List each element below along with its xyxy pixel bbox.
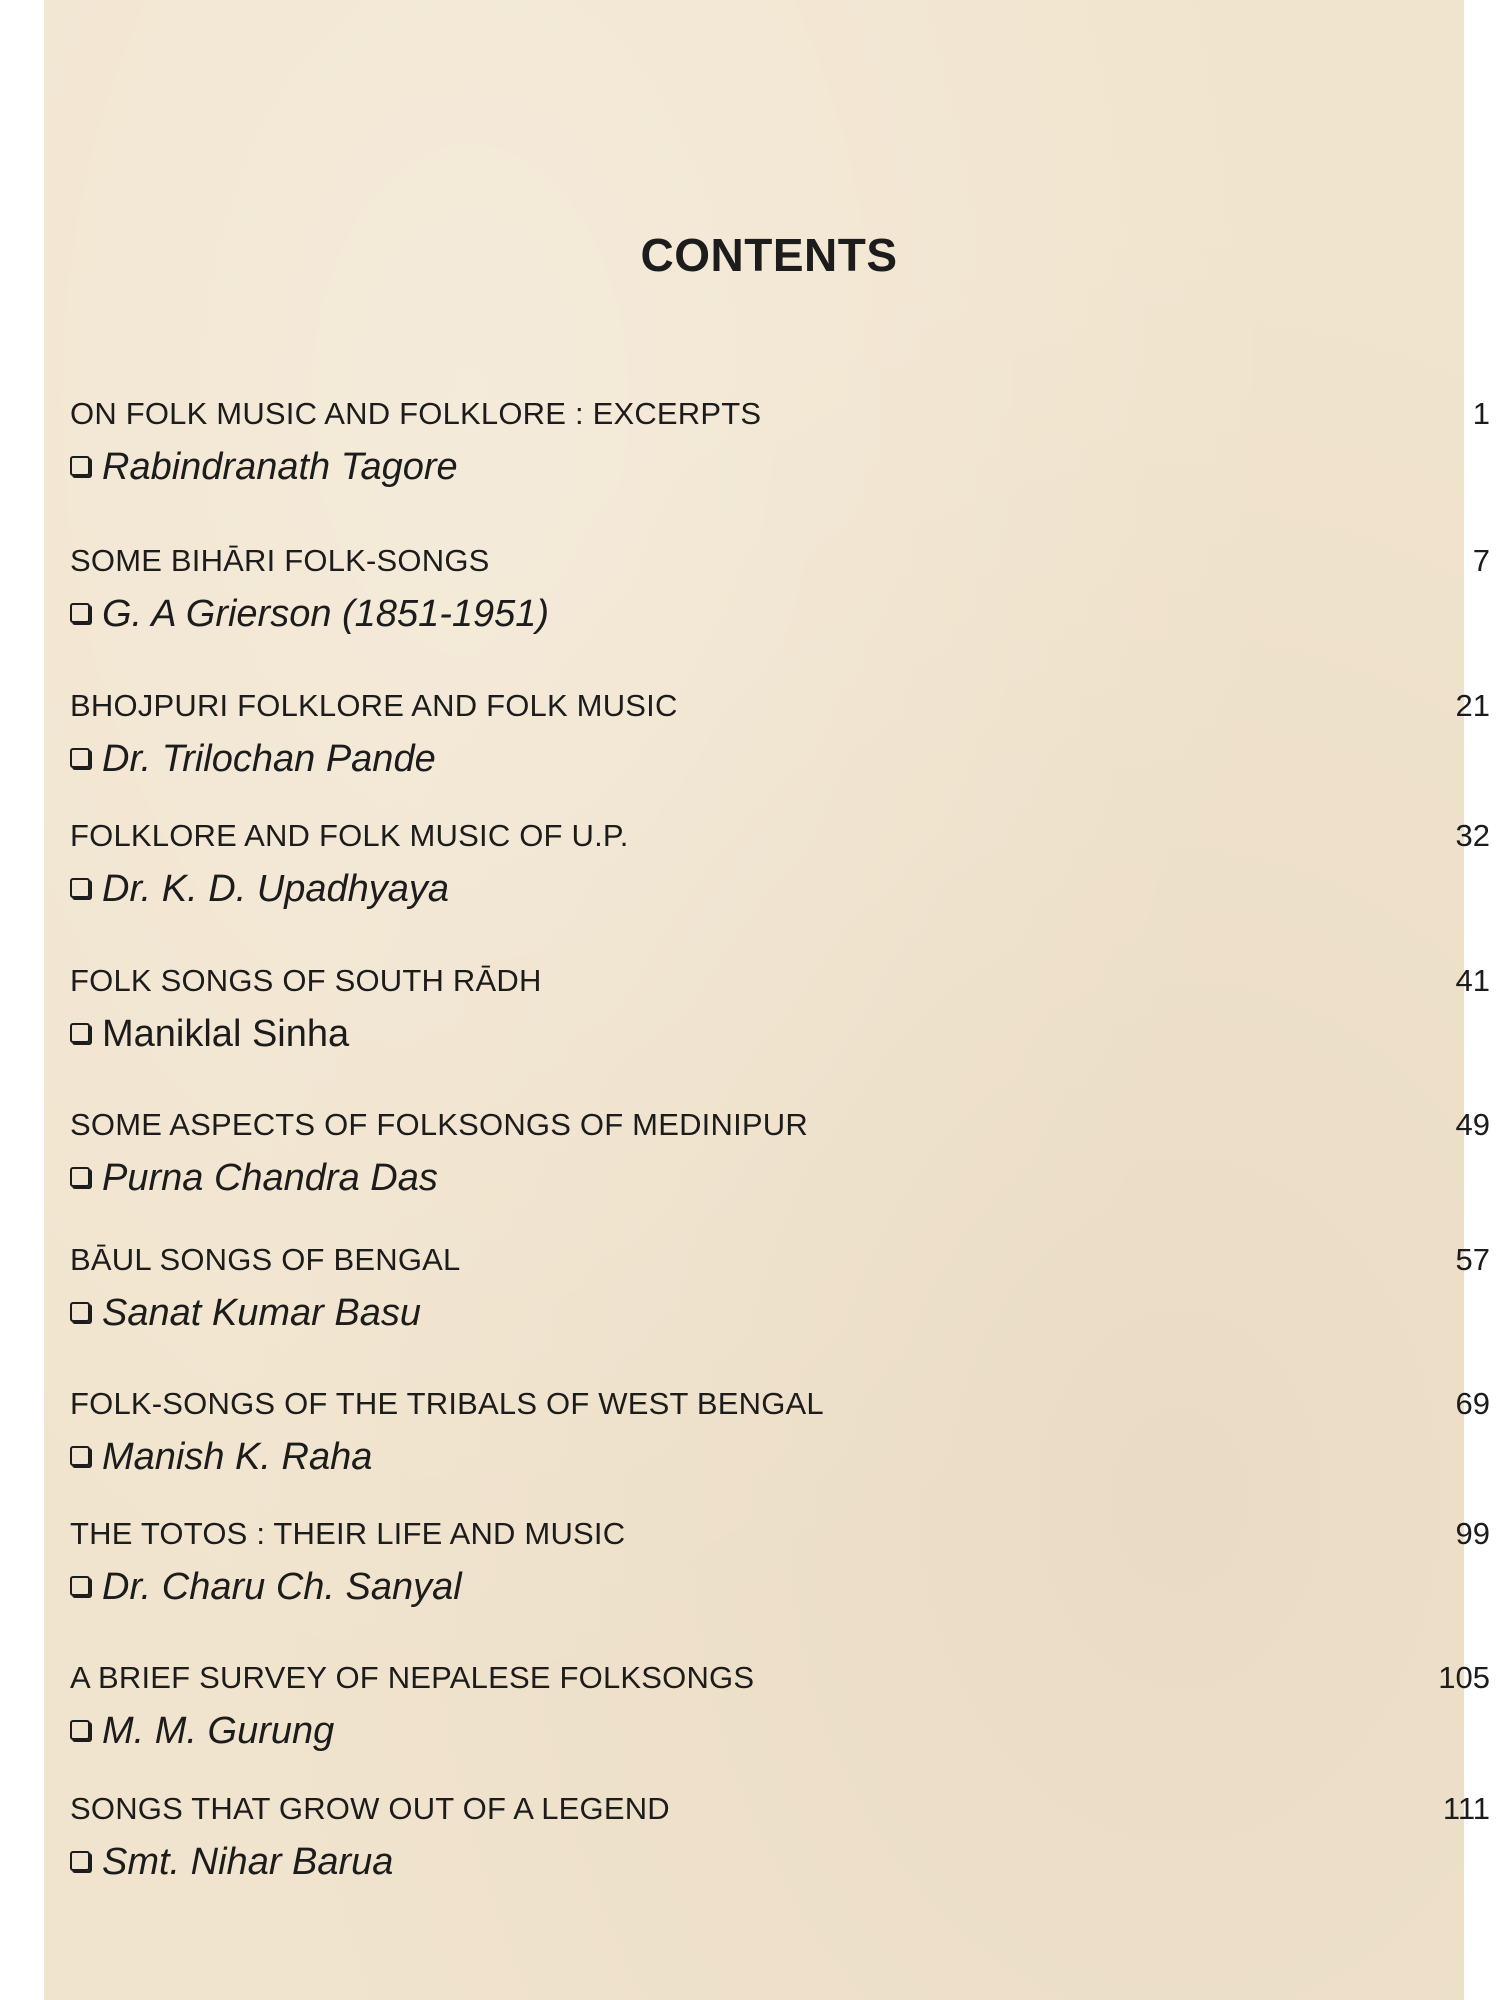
entry-page-number: 1 — [1472, 396, 1490, 431]
book-page — [44, 0, 1490, 2000]
entry-title: FOLK-SONGS OF THE TRIBALS OF WEST BENGAL — [70, 1386, 824, 1421]
author-name: Rabindranath Tagore — [102, 446, 458, 488]
entry-page-number: 7 — [1472, 543, 1490, 578]
checkbox-bullet-icon — [70, 603, 90, 623]
entry-author — [70, 1292, 421, 1335]
entry-author — [70, 1566, 462, 1609]
entry-author — [70, 593, 549, 636]
author-name: Dr. Charu Ch. Sanyal — [102, 1566, 462, 1608]
entry-author — [70, 1841, 393, 1884]
author-name: Smt. Nihar Barua — [102, 1841, 394, 1883]
checkbox-bullet-icon — [70, 1302, 90, 1322]
checkbox-bullet-icon — [70, 456, 90, 476]
checkbox-bullet-icon — [70, 1851, 90, 1871]
author-name: Purna Chandra Das — [102, 1157, 438, 1199]
entry-title: SOME BIHĀRI FOLK-SONGS — [70, 543, 490, 578]
entry-title: SOME ASPECTS OF FOLKSONGS OF MEDINIPUR — [70, 1107, 808, 1142]
checkbox-bullet-icon — [70, 1720, 90, 1740]
entry-page-number: 32 — [1455, 818, 1490, 853]
table-of-contents — [44, 0, 1490, 2000]
checkbox-bullet-icon — [70, 1446, 90, 1466]
entry-author — [70, 738, 436, 781]
author-name: Manish K. Raha — [102, 1436, 373, 1478]
author-name: Dr. Trilochan Pande — [102, 738, 436, 780]
page-title: CONTENTS — [640, 229, 898, 281]
entry-author — [70, 1157, 438, 1200]
entry-page-number: 41 — [1455, 963, 1490, 998]
author-name: M. M. Gurung — [102, 1710, 335, 1752]
entry-title: SONGS THAT GROW OUT OF A LEGEND — [70, 1791, 670, 1826]
entry-author — [70, 446, 458, 489]
entry-author — [70, 1013, 349, 1056]
entry-page-number: 57 — [1455, 1242, 1490, 1277]
entry-page-number: 99 — [1455, 1516, 1490, 1551]
entry-title: FOLKLORE AND FOLK MUSIC OF U.P. — [70, 818, 629, 853]
entry-page-number: 111 — [1442, 1791, 1490, 1826]
checkbox-bullet-icon — [70, 878, 90, 898]
checkbox-bullet-icon — [70, 1023, 90, 1043]
author-name: Dr. K. D. Upadhyaya — [102, 868, 450, 910]
entry-page-number: 49 — [1455, 1107, 1490, 1142]
checkbox-bullet-icon — [70, 1576, 90, 1596]
entry-author — [70, 868, 449, 911]
author-name: Sanat Kumar Basu — [102, 1292, 421, 1334]
entry-page-number: 69 — [1455, 1386, 1490, 1421]
checkbox-bullet-icon — [70, 748, 90, 768]
author-name: G. A Grierson (1851-1951) — [102, 593, 550, 635]
entry-title: THE TOTOS : THEIR LIFE AND MUSIC — [70, 1516, 626, 1551]
entry-title: FOLK SONGS OF SOUTH RĀDH — [70, 963, 542, 998]
entry-page-number: 105 — [1438, 1660, 1490, 1695]
author-name: Maniklal Sinha — [102, 1013, 350, 1055]
entry-title: ON FOLK MUSIC AND FOLKLORE : EXCERPTS — [70, 396, 762, 431]
entry-author — [70, 1710, 334, 1753]
entry-title: A BRIEF SURVEY OF NEPALESE FOLKSONGS — [70, 1660, 755, 1695]
entry-page-number: 21 — [1455, 688, 1490, 723]
entry-title: BHOJPURI FOLKLORE AND FOLK MUSIC — [70, 688, 678, 723]
checkbox-bullet-icon — [70, 1167, 90, 1187]
entry-author — [70, 1436, 372, 1479]
entry-title: BĀUL SONGS OF BENGAL — [70, 1242, 461, 1277]
